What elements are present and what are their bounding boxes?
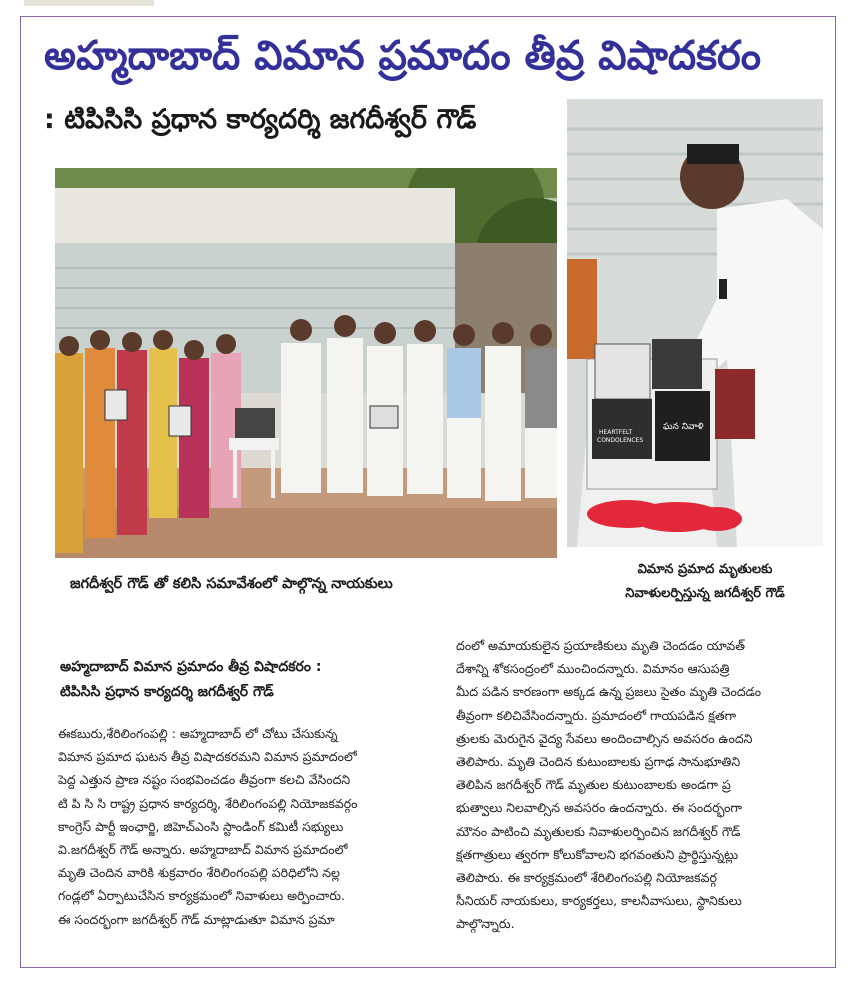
article-title-line2: టిపిసిసి ప్రధాన కార్యదర్శి జగదీశ్వర్ గౌడ్ <box>60 684 274 700</box>
page-top-strip <box>24 0 154 6</box>
article-line: విమాన ప్రమాద ఘటన తీవ్ర విషాదకరమని విమాన ప్రమాదంలో <box>58 749 357 765</box>
article-line: తీవ్రంగా కలిచివేసిందన్నారు. ప్రమాదంలో గాయపడిన క్షతగా <box>456 707 737 723</box>
article-line: ఈ సందర్భంగా జగదీశ్వర్ గౌడ్ మాట్లాడుతూ విమాన ప్రమా <box>58 911 335 927</box>
group-photo <box>55 168 557 558</box>
poster-text-tribute: ఘన నివాళి <box>663 422 704 432</box>
article-line: తెలిపారు. మృతి చెందిన కుటుంబాలకు ప్రగాఢ సానుభూతిని <box>456 754 741 770</box>
tribute-photo-caption <box>590 558 820 606</box>
article-line: మృతి చెందిన వారికి శుక్రవారం శేరిలింగంపల్లి పరిధిలోని నల్ల <box>58 865 340 881</box>
article-line: సీనియర్ నాయకులు, కార్యకర్తలు, కాలనీవాసులు, స్థానికులు <box>456 893 742 909</box>
article-line: మౌనం పాటించి మృతులకు నివాళులర్పించిన జగదీశ్వర్ గౌడ్ <box>456 823 741 839</box>
article-line: దంలో అమాయకులైన ప్రయాణికులు మృతి చెందడం యావత్ <box>456 638 745 653</box>
article-line: క్షతగాత్రులు త్వరగా కోలుకోవాలని భగవంతుని ప్రార్థిస్తున్నట్లు <box>456 846 739 862</box>
subheadline: : టిపిసిసి ప్రధాన కార్యదర్శి జగదీశ్వర్ గౌడ్ <box>44 104 477 135</box>
article-title <box>60 655 420 705</box>
article-line: గండ్లలో ఏర్పాటుచేసిన కార్యక్రమంలో నివాళులు అర్పించారు. <box>58 888 345 904</box>
article-line: కాంగ్రెస్ పార్టీ ఇంఛార్జి, జిహెచ్ఎంసి స్టాండింగ్ కమిటీ సభ్యులు <box>58 818 344 834</box>
article-line: భుత్వాలు నిలవాల్సిన అవసరం ఉందన్నారు. ఈ సందర్భంగా <box>456 800 742 816</box>
poster-text-condolences: CONDOLENCES <box>597 437 644 444</box>
article-line: పెద్ద ఎత్తున ప్రాణ నష్టం సంభవించడం తీవ్రంగా కలచి వేసిందని <box>58 772 351 788</box>
article-line: తెలిపారు. ఈ కార్యక్రమంలో శేరిలింగంపల్లి నియోజకవర్గ <box>456 870 717 886</box>
headline: అహ్మదాబాద్ విమాన ప్రమాదం తీవ్ర విషాదకరం <box>44 33 761 79</box>
tribute-caption-line1: విమాన ప్రమాద మృతులకు <box>637 562 773 577</box>
article-line: త్రులకు మెరుగైన వైద్య సేవలు అందించాల్సిన అవసరం ఉందని <box>456 730 753 746</box>
article-line: ఈకబురు,శేరిలింగంపల్లి : అహ్మదాబాద్ లో చోటు చేసుకున్న <box>58 726 338 741</box>
article-line: టి పి సి సి రాష్ట్ర ప్రధాన కార్యదర్శి, శేరిలింగంపల్లి నియోజకవర్గం <box>58 795 358 811</box>
article-line: తెలిపిన జగదీశ్వర్ గౌడ్ మృతుల కుటుంబాలకు అండగా ప్ర <box>456 777 731 793</box>
group-photo-caption: జగదీశ్వర్ గౌడ్ తో కలిసి సమావేశంలో పాల్గొన్న నాయకులు <box>70 576 393 592</box>
article-line: దేశాన్ని శోకసంద్రంలో ముంచిందన్నారు. విమానం ఆసుపత్రి <box>456 661 730 677</box>
article-column-1 <box>58 722 438 931</box>
article-line: పాల్గొన్నారు. <box>456 916 515 932</box>
tribute-caption-line2: నివాళులర్పిస్తున్న జగదీశ్వర్ గౌడ్ <box>625 586 785 601</box>
tribute-photo <box>567 99 823 547</box>
article-line: వి.జగదీశ్వర్ గౌడ్ అన్నారు. అహ్మదాబాద్ విమాన ప్రమాదంలో <box>58 842 348 858</box>
article-line: మీద పడిన కారణంగా అక్కడ ఉన్న ప్రజలు సైతం మృతి చెందడం <box>456 684 762 700</box>
article-title-line1: అహ్మదాబాద్ విమాన ప్రమాదం తీవ్ర విషాదకరం : <box>60 659 322 675</box>
poster-text-heartfelt: HEARTFELT <box>599 429 633 436</box>
article-column-2 <box>456 634 821 936</box>
